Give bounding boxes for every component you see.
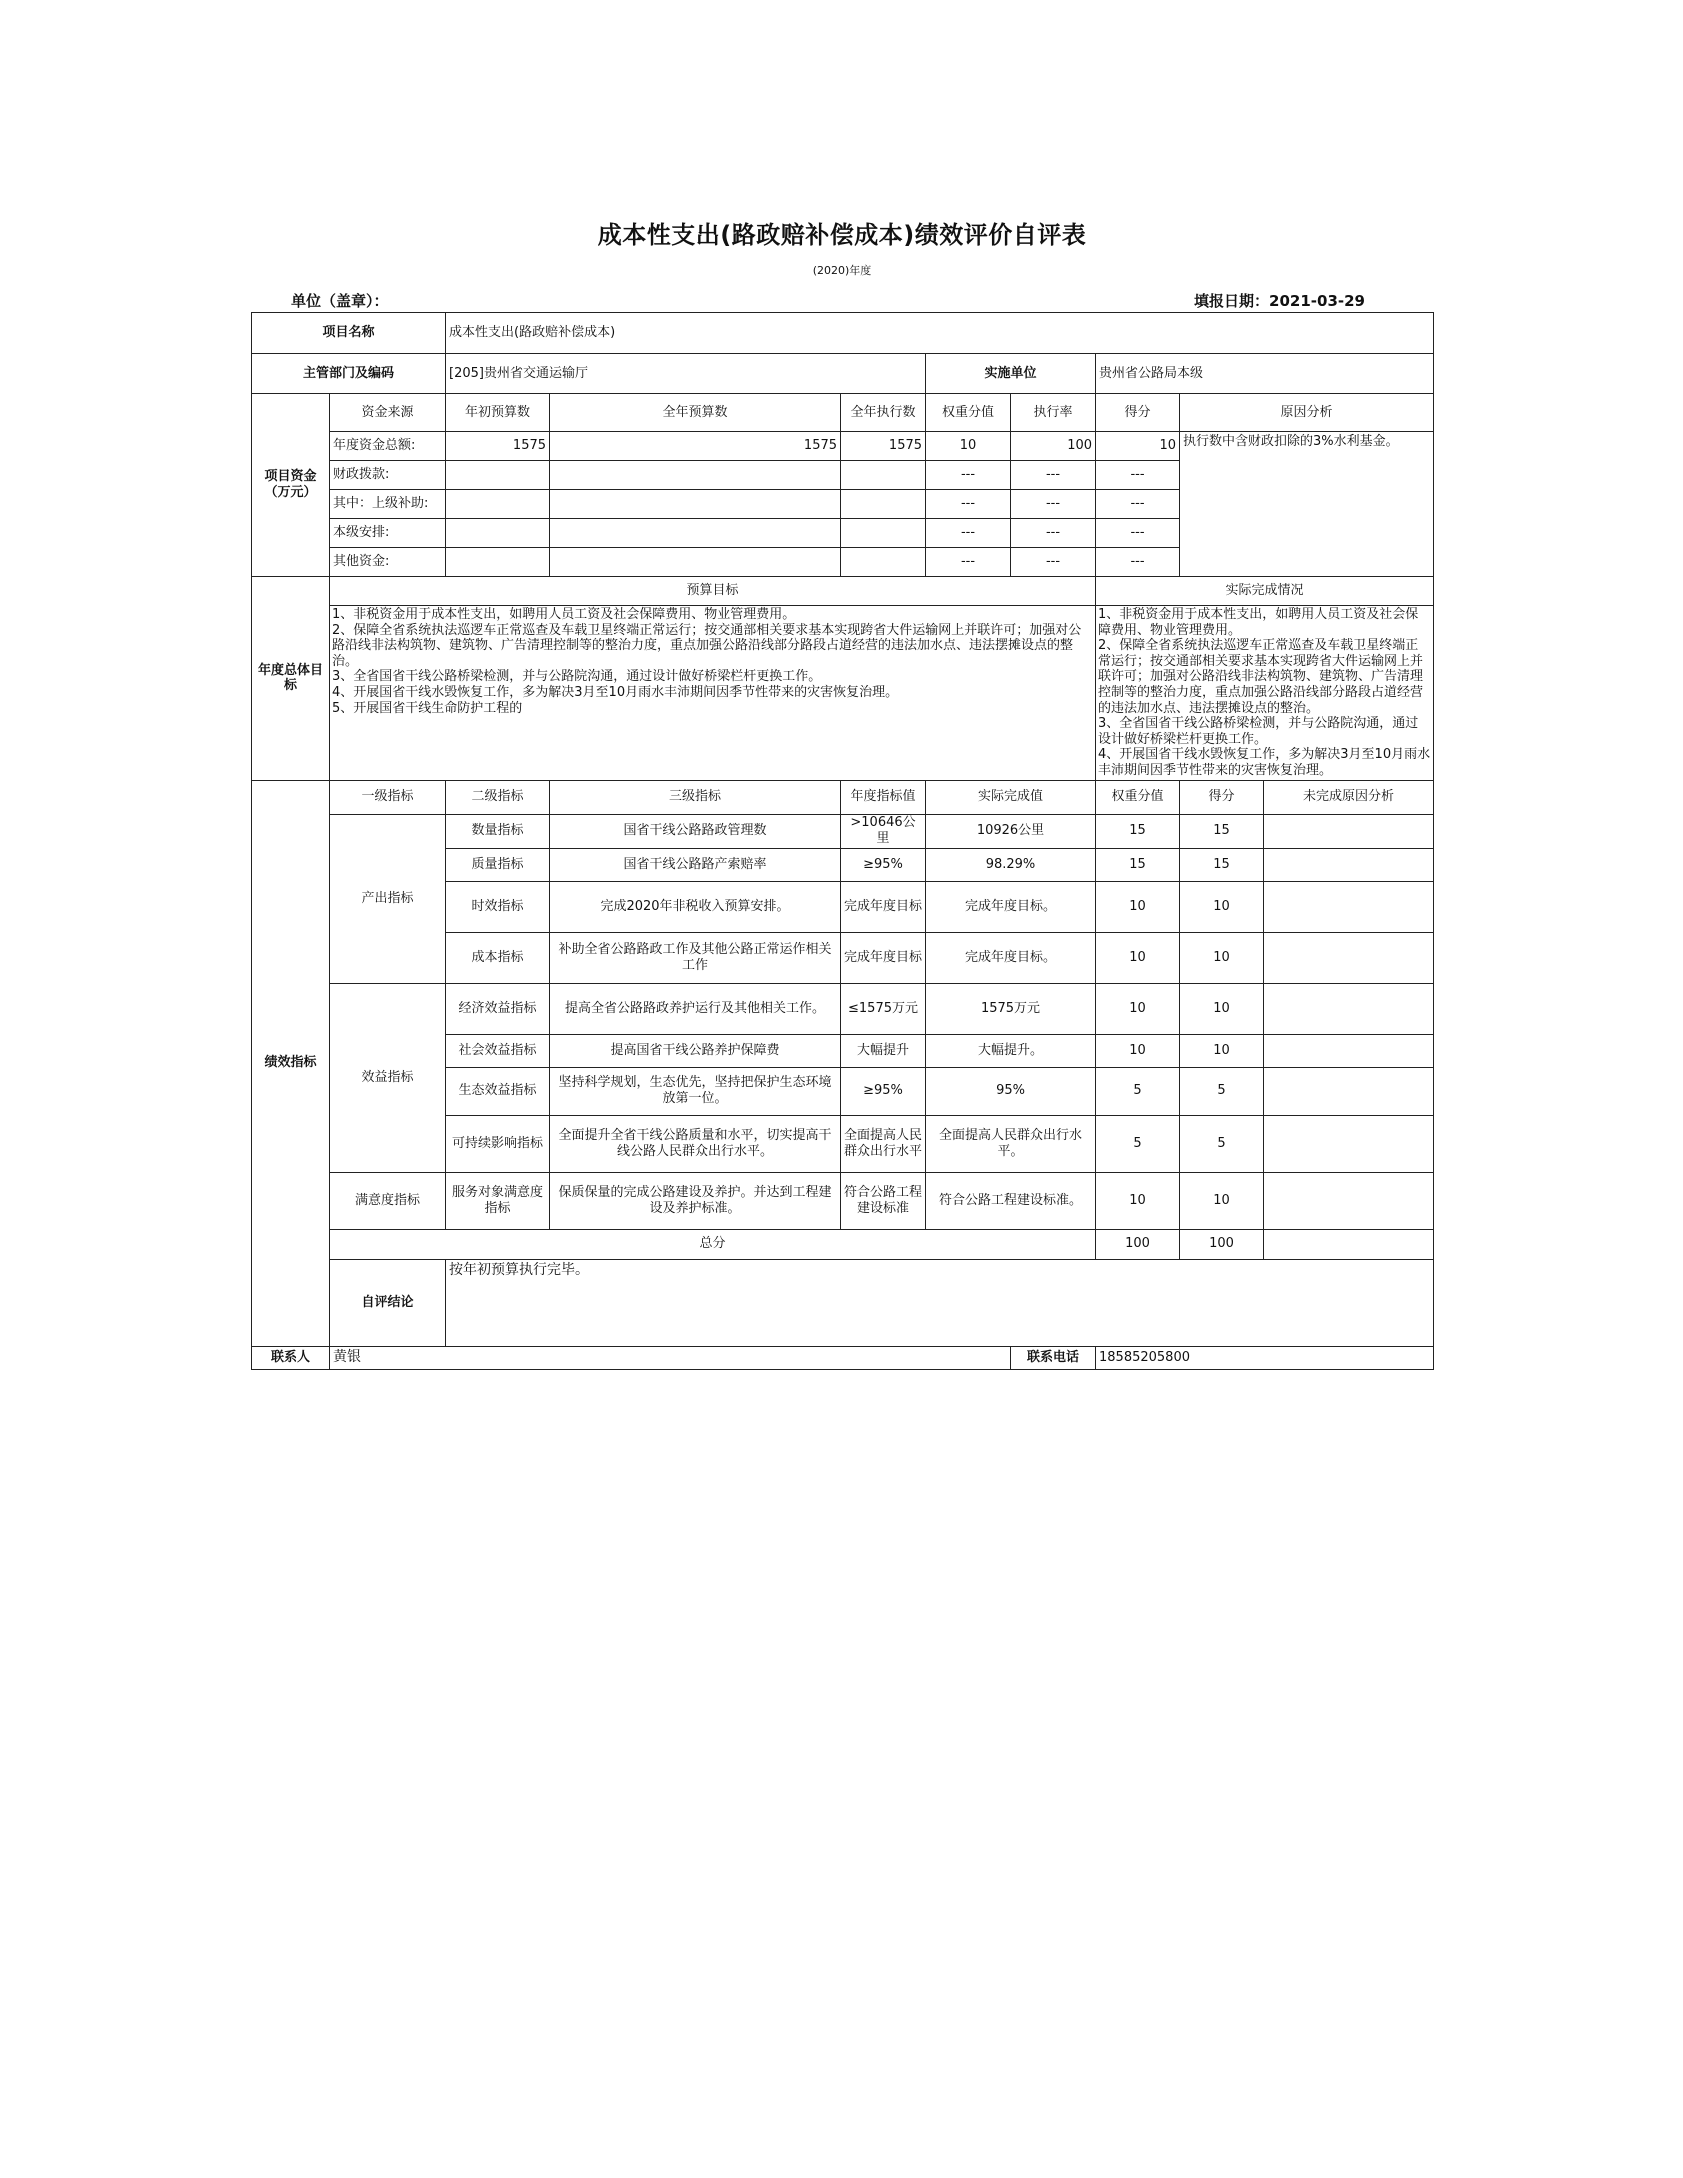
target-cell: ≤1575万元 <box>841 983 926 1034</box>
funds-header-rate: 执行率 <box>1011 394 1096 432</box>
form-meta <box>251 288 1433 312</box>
funds-executed: 1575 <box>841 432 926 461</box>
level3-cell: 国省干线公路路政管理数 <box>550 814 841 848</box>
ind-header-level1: 一级指标 <box>330 780 446 814</box>
score-cell: 5 <box>1180 1067 1264 1115</box>
level3-cell: 国省干线公路路产索赔率 <box>550 848 841 881</box>
funds-header-row <box>252 394 1434 432</box>
funds-section-label: 项目资金（万元） <box>252 394 330 577</box>
level2-cell: 可持续影响指标 <box>446 1115 550 1172</box>
level2-cell: 社会效益指标 <box>446 1034 550 1067</box>
actual-completion-text: 1、非税资金用于成本性支出，如聘用人员工资及社会保障费用、物业管理费用。 2、保障全省系统执法巡逻车正常巡查及车载卫星终端正常运行；按交通部相关要求基本实现跨省大件运输网上并联许可；加强对公路沿线非法构筑物、建筑物、广告清理控制等的整治力度，重点加强公路沿线部分路段占道经营的违法加水点、违法摆摊设点的整治。 3、全省国省干线公路桥梁检测，并与公路院沟通，通过设计做好桥梁栏杆更换工作。 4、开展国省干线水毁恢复工作，多为解决3月至10月雨水丰沛期间因季节性带来的灾害恢复治理。 <box>1096 606 1434 781</box>
score-cell: 5 <box>1180 1115 1264 1172</box>
funds-initial <box>446 490 550 519</box>
level3-cell: 补助全省公路路政工作及其他公路正常运作相关工作 <box>550 932 841 983</box>
actual-completion-header: 实际完成情况 <box>1096 577 1434 606</box>
funds-source: 其中：上级补助: <box>330 490 446 519</box>
reason-cell <box>1264 1172 1434 1229</box>
ind-header-target: 年度指标值 <box>841 780 926 814</box>
level3-cell: 提高国省干线公路养护保障费 <box>550 1034 841 1067</box>
budget-goal-text: 1、非税资金用于成本性支出，如聘用人员工资及社会保障费用、物业管理费用。 2、保障全省系统执法巡逻车正常巡查及车载卫星终端正常运行；按交通部相关要求基本实现跨省大件运输网上并联许可；加强对公路沿线非法构筑物、建筑物、广告清理控制等的整治力度，重点加强公路沿线部分路段占道经营的违法加水点、违法摆摊设点的整治。 3、全省国省干线公路桥梁检测，并与公路院沟通，通过设计做好桥梁栏杆更换工作。 4、开展国省干线水毁恢复工作，多为解决3月至10月雨水丰沛期间因季节性带来的灾害恢复治理。 5、开展国省干线生命防护工程的 <box>330 606 1096 781</box>
form-year: (2020)年度 <box>812 264 872 277</box>
actual-cell: 符合公路工程建设标准。 <box>926 1172 1096 1229</box>
form-title: 成本性支出(路政赔补偿成本)绩效评价自评表 <box>597 221 1087 249</box>
ind-header-reason: 未完成原因分析 <box>1264 780 1434 814</box>
fill-date: 填报日期：2021-03-29 <box>1194 292 1365 310</box>
reason-cell <box>1264 1034 1434 1067</box>
level2-cell: 时效指标 <box>446 881 550 932</box>
budget-goal-header: 预算目标 <box>330 577 1096 606</box>
total-reason-cell <box>1264 1229 1434 1259</box>
funds-rate: --- <box>1011 461 1096 490</box>
funds-annual <box>550 519 841 548</box>
ind-header-score: 得分 <box>1180 780 1264 814</box>
project-name-value: 成本性支出(路政赔补偿成本) <box>446 313 1434 354</box>
funds-header-executed: 全年执行数 <box>841 394 926 432</box>
level3-cell: 保质保量的完成公路建设及养护。并达到工程建设及养护标准。 <box>550 1172 841 1229</box>
funds-source: 年度资金总额: <box>330 432 446 461</box>
level3-cell: 全面提升全省干线公路质量和水平，切实提高干线公路人民群众出行水平。 <box>550 1115 841 1172</box>
indicator-row <box>252 983 1434 1034</box>
funds-weight: 10 <box>926 432 1011 461</box>
score-cell: 10 <box>1180 1034 1264 1067</box>
ind-header-weight: 权重分值 <box>1096 780 1180 814</box>
contact-phone-label: 联系电话 <box>1011 1346 1096 1369</box>
weight-cell: 10 <box>1096 1172 1180 1229</box>
unit-seal-label: 单位（盖章）： <box>291 292 389 310</box>
funds-score: --- <box>1096 519 1180 548</box>
reason-cell <box>1264 881 1434 932</box>
funds-annual <box>550 490 841 519</box>
target-cell: 大幅提升 <box>841 1034 926 1067</box>
indicators-header-row <box>252 780 1434 814</box>
funds-annual <box>550 461 841 490</box>
weight-cell: 10 <box>1096 932 1180 983</box>
funds-source: 财政拨款: <box>330 461 446 490</box>
reason-cell <box>1264 932 1434 983</box>
actual-cell: 完成年度目标。 <box>926 881 1096 932</box>
dept-label: 主管部门及编码 <box>252 354 446 394</box>
level1-output: 产出指标 <box>330 814 446 983</box>
level2-cell: 成本指标 <box>446 932 550 983</box>
funds-initial: 1575 <box>446 432 550 461</box>
reason-cell <box>1264 1067 1434 1115</box>
weight-cell: 15 <box>1096 814 1180 848</box>
funds-annual: 1575 <box>550 432 841 461</box>
actual-cell: 1575万元 <box>926 983 1096 1034</box>
contact-row <box>252 1346 1434 1369</box>
funds-initial <box>446 519 550 548</box>
annual-goals-row <box>252 606 1434 781</box>
score-cell: 10 <box>1180 983 1264 1034</box>
score-cell: 15 <box>1180 814 1264 848</box>
level1-benefit: 效益指标 <box>330 983 446 1172</box>
weight-cell: 10 <box>1096 983 1180 1034</box>
weight-cell: 10 <box>1096 1034 1180 1067</box>
dept-row <box>252 354 1434 394</box>
level2-cell: 生态效益指标 <box>446 1067 550 1115</box>
target-cell: ≥95% <box>841 1067 926 1115</box>
funds-reason: 执行数中含财政扣除的3%水利基金。 <box>1180 432 1434 577</box>
reason-cell <box>1264 983 1434 1034</box>
total-weight: 100 <box>1096 1229 1180 1259</box>
funds-source: 其他资金: <box>330 548 446 577</box>
contact-person-label: 联系人 <box>252 1346 330 1369</box>
weight-cell: 5 <box>1096 1115 1180 1172</box>
actual-cell: 大幅提升。 <box>926 1034 1096 1067</box>
dept-value: [205]贵州省交通运输厅 <box>446 354 926 394</box>
conclusion-label: 自评结论 <box>330 1259 446 1346</box>
score-cell: 10 <box>1180 932 1264 983</box>
project-name-row <box>252 313 1434 354</box>
indicator-row <box>252 1172 1434 1229</box>
target-cell: 完成年度目标 <box>841 932 926 983</box>
funds-executed <box>841 548 926 577</box>
funds-annual <box>550 548 841 577</box>
funds-initial <box>446 461 550 490</box>
ind-header-level2: 二级指标 <box>446 780 550 814</box>
funds-weight: --- <box>926 461 1011 490</box>
level3-cell: 坚持科学规划，生态优先，坚持把保护生态环境放第一位。 <box>550 1067 841 1115</box>
actual-cell: 95% <box>926 1067 1096 1115</box>
funds-header-reason: 原因分析 <box>1180 394 1434 432</box>
total-score: 100 <box>1180 1229 1264 1259</box>
indicator-row <box>252 814 1434 848</box>
level1-satisfaction: 满意度指标 <box>330 1172 446 1229</box>
funds-score: --- <box>1096 490 1180 519</box>
annual-goals-label: 年度总体目标 <box>252 577 330 781</box>
conclusion-text: 按年初预算执行完毕。 <box>446 1259 1434 1346</box>
weight-cell: 10 <box>1096 881 1180 932</box>
score-cell: 15 <box>1180 848 1264 881</box>
ind-header-actual: 实际完成值 <box>926 780 1096 814</box>
weight-cell: 5 <box>1096 1067 1180 1115</box>
target-cell: >10646公里 <box>841 814 926 848</box>
evaluation-form <box>251 205 1433 1370</box>
funds-header-annual: 全年预算数 <box>550 394 841 432</box>
funds-row <box>252 432 1434 461</box>
target-cell: ≥95% <box>841 848 926 881</box>
funds-executed <box>841 490 926 519</box>
indicators-section-label: 绩效指标 <box>252 780 330 1346</box>
target-cell: 全面提高人民群众出行水平 <box>841 1115 926 1172</box>
weight-cell: 15 <box>1096 848 1180 881</box>
funds-rate: --- <box>1011 490 1096 519</box>
funds-weight: --- <box>926 519 1011 548</box>
target-cell: 符合公路工程建设标准 <box>841 1172 926 1229</box>
contact-phone: 18585205800 <box>1096 1346 1434 1369</box>
reason-cell <box>1264 848 1434 881</box>
impl-unit-value: 贵州省公路局本级 <box>1096 354 1434 394</box>
funds-rate: --- <box>1011 548 1096 577</box>
total-label: 总分 <box>330 1229 1096 1259</box>
level2-cell: 数量指标 <box>446 814 550 848</box>
level2-cell: 服务对象满意度指标 <box>446 1172 550 1229</box>
target-cell: 完成年度目标 <box>841 881 926 932</box>
score-cell: 10 <box>1180 1172 1264 1229</box>
project-name-label: 项目名称 <box>252 313 446 354</box>
actual-cell: 完成年度目标。 <box>926 932 1096 983</box>
ind-header-level3: 三级指标 <box>550 780 841 814</box>
funds-score: 10 <box>1096 432 1180 461</box>
actual-cell: 10926公里 <box>926 814 1096 848</box>
funds-header-source: 资金来源 <box>330 394 446 432</box>
score-cell: 10 <box>1180 881 1264 932</box>
level3-cell: 完成2020年非税收入预算安排。 <box>550 881 841 932</box>
funds-weight: --- <box>926 490 1011 519</box>
funds-rate: 100 <box>1011 432 1096 461</box>
funds-source: 本级安排: <box>330 519 446 548</box>
funds-initial <box>446 548 550 577</box>
level2-cell: 经济效益指标 <box>446 983 550 1034</box>
level3-cell: 提高全省公路路政养护运行及其他相关工作。 <box>550 983 841 1034</box>
evaluation-table <box>251 312 1434 1370</box>
impl-unit-label: 实施单位 <box>926 354 1096 394</box>
funds-header-score: 得分 <box>1096 394 1180 432</box>
actual-cell: 全面提高人民群众出行水平。 <box>926 1115 1096 1172</box>
funds-header-initial: 年初预算数 <box>446 394 550 432</box>
funds-header-weight: 权重分值 <box>926 394 1011 432</box>
funds-score: --- <box>1096 548 1180 577</box>
funds-weight: --- <box>926 548 1011 577</box>
funds-rate: --- <box>1011 519 1096 548</box>
reason-cell <box>1264 814 1434 848</box>
level2-cell: 质量指标 <box>446 848 550 881</box>
funds-executed <box>841 519 926 548</box>
reason-cell <box>1264 1115 1434 1172</box>
funds-executed <box>841 461 926 490</box>
contact-person: 黄银 <box>330 1346 1011 1369</box>
annual-goals-header-row <box>252 577 1434 606</box>
total-row <box>252 1229 1434 1259</box>
funds-score: --- <box>1096 461 1180 490</box>
conclusion-row <box>252 1259 1434 1346</box>
actual-cell: 98.29% <box>926 848 1096 881</box>
